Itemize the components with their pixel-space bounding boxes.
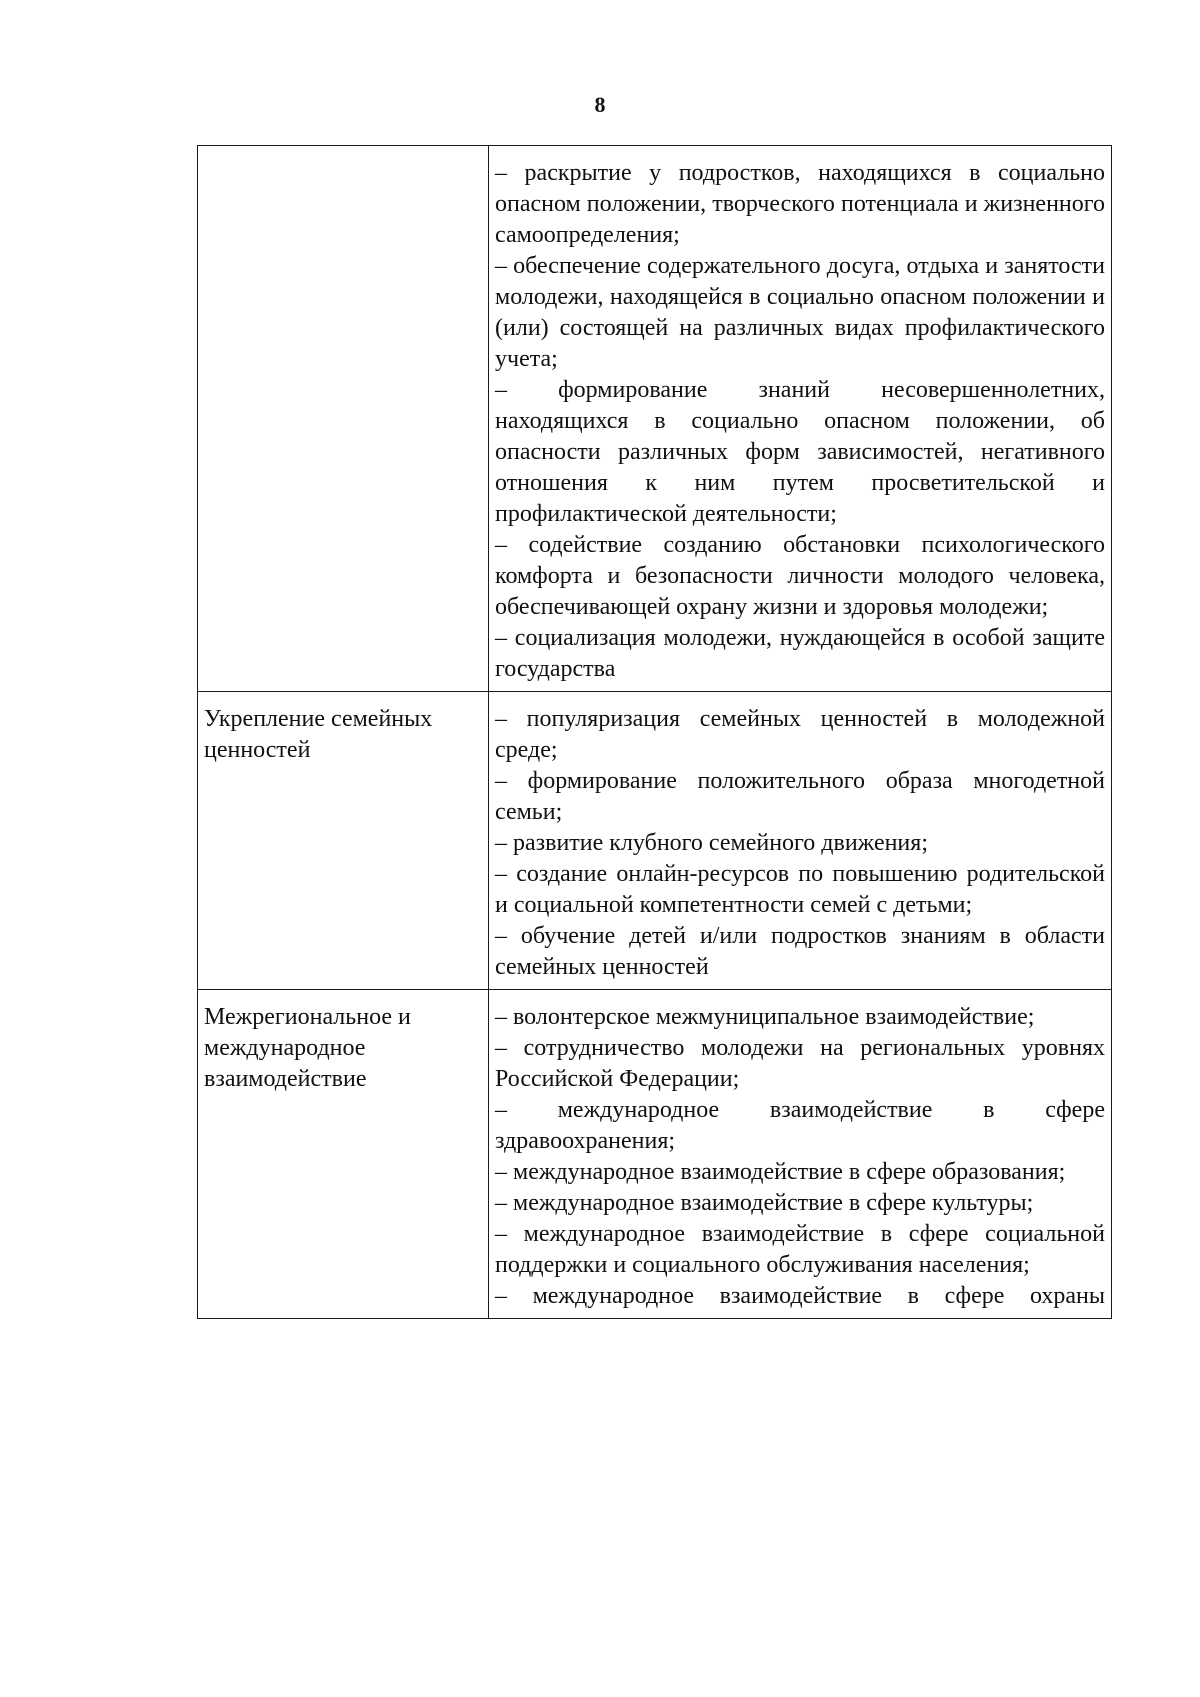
list-item: – международное взаимодействие в сфере культуры; bbox=[495, 1190, 1034, 1216]
list-item: – содействие созданию обстановки психологического комфорта и безопасности личности молодого человека, обеспечивающей охрану жизни и здоровья молодежи; bbox=[495, 532, 1105, 620]
table-row bbox=[198, 146, 1112, 692]
list-item: – международное взаимодействие в сфере охраны bbox=[495, 1283, 1105, 1309]
list-item: – волонтерское межмуниципальное взаимодействие; bbox=[495, 1004, 1035, 1030]
page-number: 8 bbox=[594, 92, 606, 117]
table-row bbox=[198, 692, 1112, 990]
list-item: – формирование знаний несовершеннолетних, находящихся в социально опасном положении, об опасности различных форм зависимостей, негативного отношения к ним путем просветительской и профилактической деятельности; bbox=[495, 377, 1105, 527]
list-item: – раскрытие у подростков, находящихся в социально опасном положении, творческого потенциала и жизненного самоопределения; bbox=[495, 160, 1105, 248]
list-item: – формирование положительного образа многодетной семьи; bbox=[495, 768, 1105, 825]
activities-table bbox=[197, 145, 1112, 1319]
list-item: – обеспечение содержательного досуга, отдыха и занятости молодежи, находящейся в социально опасном положении и (или) состоящей на различных видах профилактического учета; bbox=[495, 253, 1105, 372]
list-item: – сотрудничество молодежи на региональных уровнях Российской Федерации; bbox=[495, 1035, 1105, 1092]
list-item: – международное взаимодействие в сфере социальной поддержки и социального обслуживания населения; bbox=[495, 1221, 1105, 1278]
measures-cell bbox=[489, 990, 1112, 1319]
list-item: – обучение детей и/или подростков знаниям в области семейных ценностей bbox=[495, 923, 1105, 980]
measures-cell bbox=[489, 692, 1112, 990]
table-row bbox=[198, 990, 1112, 1319]
measures-cell bbox=[489, 146, 1112, 692]
list-item: – социализация молодежи, нуждающейся в особой защите государства bbox=[495, 625, 1105, 682]
direction-cell: Межрегиональное и международное взаимодействие bbox=[198, 990, 489, 1319]
direction-cell: Укрепление семейных ценностей bbox=[198, 692, 489, 990]
list-item: – развитие клубного семейного движения; bbox=[495, 830, 928, 856]
list-item: – международное взаимодействие в сфере здравоохранения; bbox=[495, 1097, 1105, 1154]
direction-cell bbox=[198, 146, 489, 692]
list-item: – популяризация семейных ценностей в молодежной среде; bbox=[495, 706, 1105, 763]
list-item: – создание онлайн-ресурсов по повышению родительской и социальной компетентности семей с детьми; bbox=[495, 861, 1105, 918]
list-item: – международное взаимодействие в сфере образования; bbox=[495, 1159, 1066, 1185]
